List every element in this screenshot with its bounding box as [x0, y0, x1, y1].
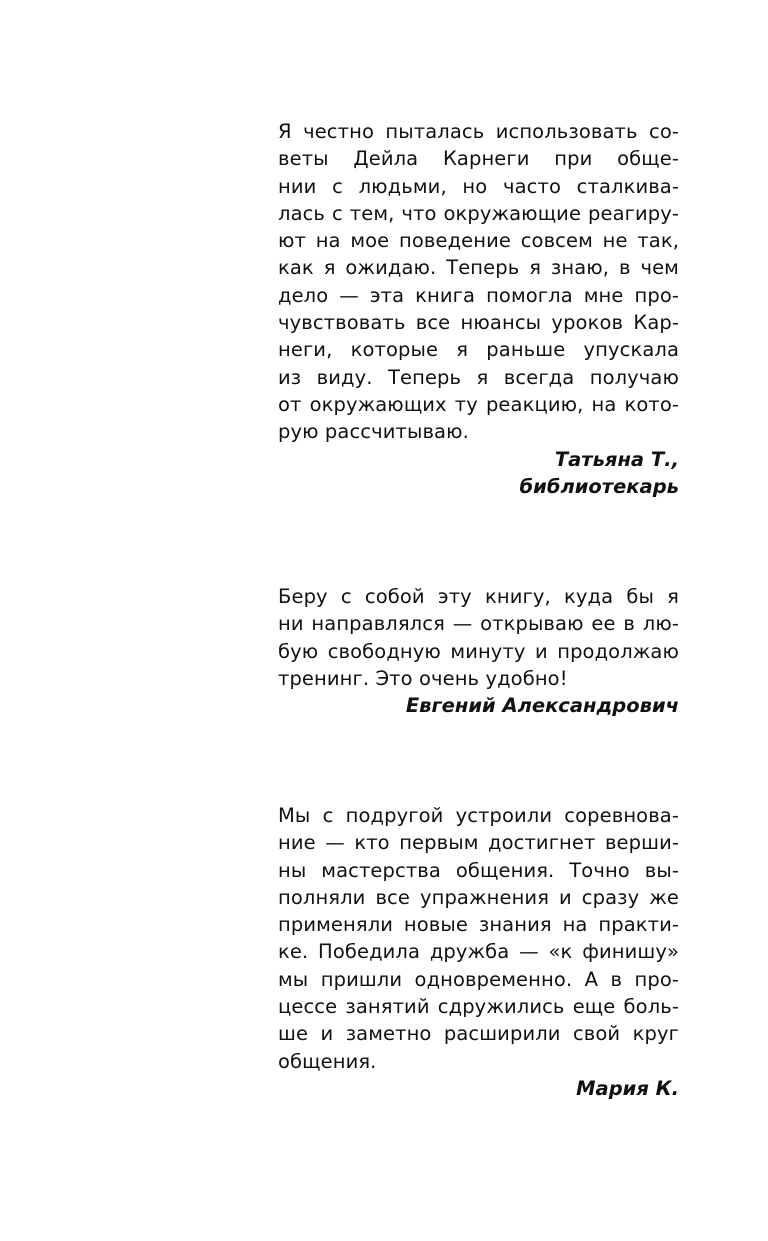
text-line: от окружающих ту реакцию, на кото-: [278, 392, 679, 416]
text-line: тренинг. Это очень удобно!: [278, 666, 568, 690]
author-name: Евгений Александрович: [405, 694, 679, 718]
text-line: ют на мое поведение совсем не так,: [278, 229, 679, 253]
testimonial-3: [278, 802, 679, 1102]
text-line: ние — кто первым достигнет верши-: [278, 831, 679, 855]
text-line: мы пришли одновременно. А в про-: [278, 967, 679, 991]
text-line: неги, которые я раньше упускала: [278, 338, 679, 362]
text-line: рую рассчитываю.: [278, 420, 469, 444]
text-line: веты Дейла Карнеги при обще-: [278, 147, 679, 171]
text-line: ны мастерства общения. Точно вы-: [278, 858, 679, 882]
text-line: дело — эта книга помогла мне про-: [278, 283, 679, 307]
text-line: применяли новые знания на практи-: [278, 913, 679, 937]
text-line: бую свободную минуту и продолжаю: [278, 639, 679, 663]
text-line: Мы с подругой устроили соревнова-: [278, 804, 679, 827]
text-line: чувствовать все нюансы уроков Кар-: [278, 311, 679, 335]
testimonial-2: [278, 583, 679, 719]
text-line: ке. Победила дружба — «к финишу»: [278, 940, 679, 964]
author-name: Татьяна Т.,: [554, 447, 679, 471]
testimonial-1: [278, 118, 679, 500]
text-line: лась с тем, что окружающие реагиру-: [278, 201, 679, 225]
text-line: общения.: [278, 1049, 377, 1073]
text-line: Я честно пыталась использовать со-: [278, 120, 679, 143]
author-name: Мария К.: [576, 1076, 679, 1100]
text-line: нии с людьми, но часто сталкива-: [278, 174, 679, 198]
author-occupation: библиотекарь: [519, 474, 679, 498]
text-line: полняли все упражнения и сразу же: [278, 885, 679, 909]
text-line: ни направлялся — открываю ее в лю-: [278, 612, 679, 636]
text-line: цессе занятий сдружились еще боль-: [278, 995, 679, 1019]
text-line: ше и заметно расширили свой круг: [278, 1022, 679, 1046]
text-line: из виду. Теперь я всегда получаю: [278, 365, 679, 389]
text-line: как я ожидаю. Теперь я знаю, в чем: [278, 256, 679, 280]
text-line: Беру с собой эту книгу, куда бы я: [278, 585, 679, 608]
